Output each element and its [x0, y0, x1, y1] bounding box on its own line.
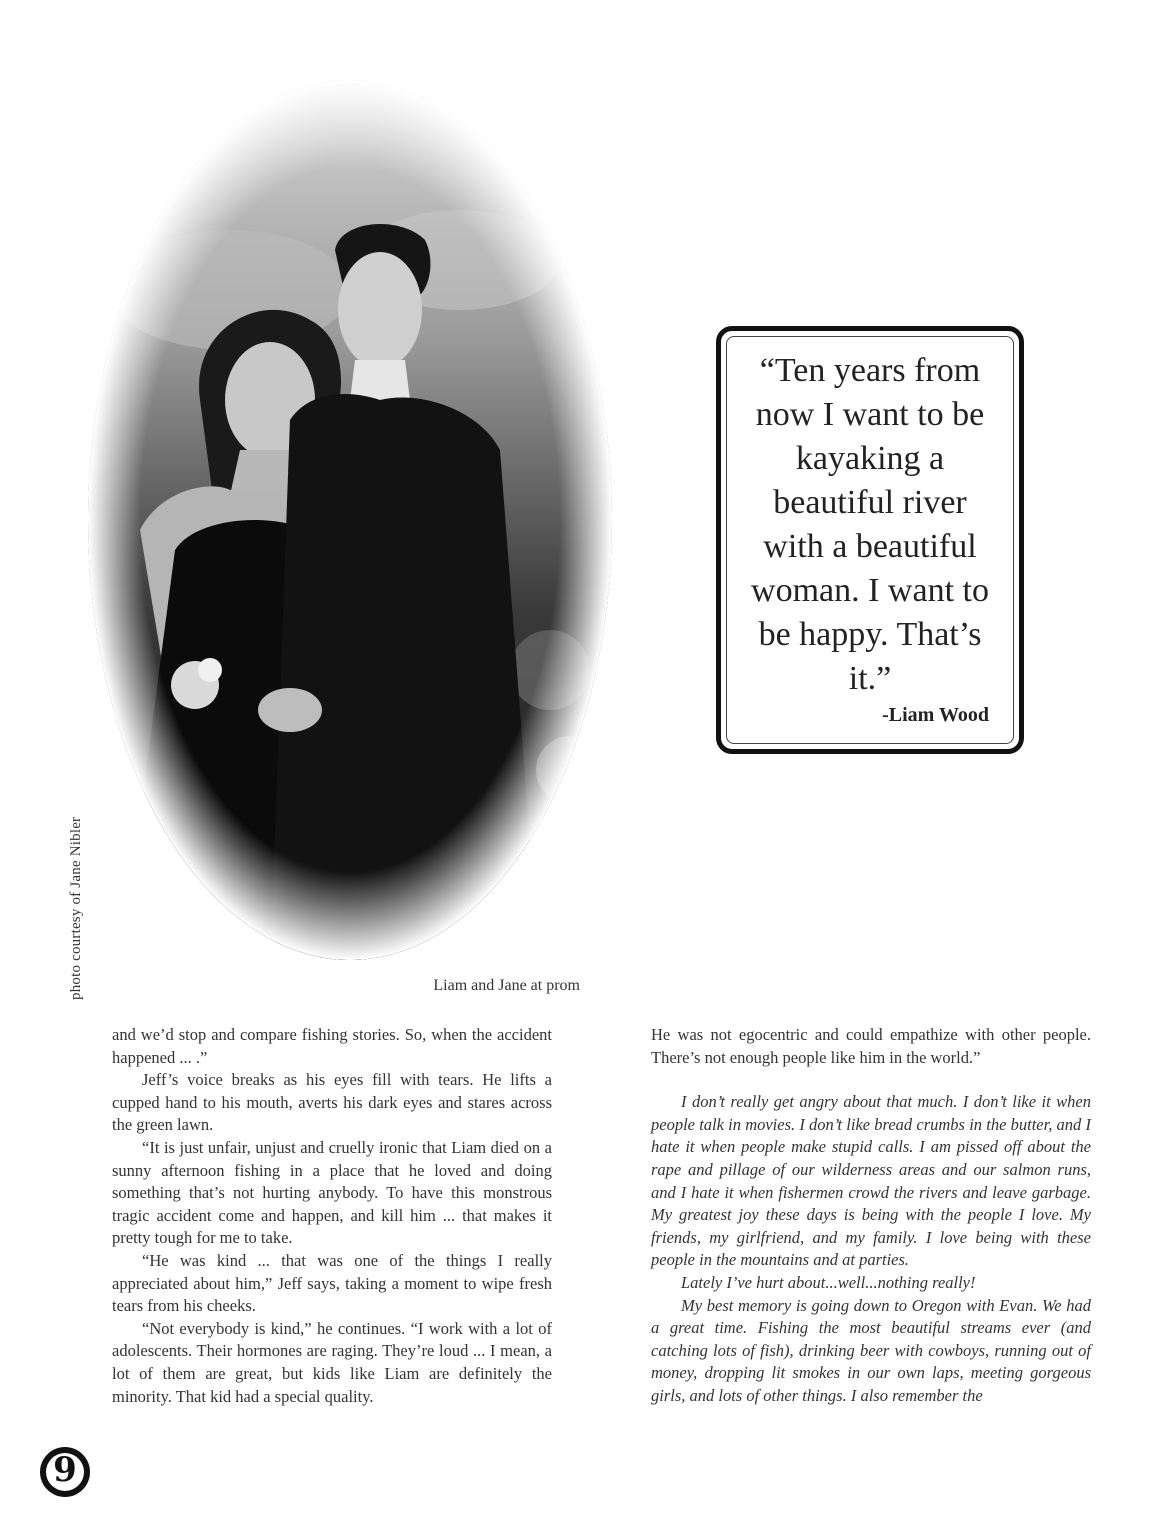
- pull-quote-box: [716, 326, 1024, 754]
- photo-credit: photo courtesy of Jane Nibler: [68, 816, 84, 1000]
- prom-photo-image: [80, 70, 620, 970]
- photo-caption: Liam and Jane at prom: [433, 977, 580, 994]
- page-number: 9: [53, 1450, 77, 1490]
- italic-paragraph: My best memory is going down to Oregon with Evan. We had a great time. Fishing the most beautiful streams ever (and catching lots of fish), drinking beer with cowboys, running out of money, dropping lit smokes in our own laps, meeting gorgeous girls, and lots of other things. I also remember the: [651, 1295, 1091, 1405]
- paragraph: “Not everybody is kind,” he continues. “I work with a lot of adolescents. Their hormones are raging. They’re loud ... I mean, a lot of them are great, but kids like Liam are definitely the minority. That kid had a special quality.: [112, 1318, 552, 1406]
- paragraph: “It is just unfair, unjust and cruelly ironic that Liam died on a sunny afternoon fishing in a place that he loved and doing something that’s not hurting anybody. To have this monstrous tragic accident come and happen, and kill him ... that makes it pretty tough for me to take.: [112, 1137, 552, 1248]
- paragraph: and we’d stop and compare fishing stories. So, when the accident happened ... .”: [112, 1025, 552, 1067]
- paragraph: “He was kind ... that was one of the things I really appreciated about him,” Jeff says, taking a moment to wipe fresh tears from his cheeks.: [112, 1250, 552, 1316]
- pull-quote-author: -Liam Wood: [882, 704, 989, 726]
- italic-paragraph: I don’t really get angry about that much. I don’t like it when people talk in movies. I don’t like bread crumbs in the butter, and I hate it when people make stupid calls. I am pissed off about the rape and pillage of our wilderness areas and our salmon runs, and I hate it when fishermen crowd the rivers and leave garbage. My greatest joy these days is being with the people I love. My friends, my girlfriend, and my family. I love being with these people in the mountains and at parties.: [651, 1092, 1091, 1270]
- page-number-badge: [40, 1447, 90, 1497]
- paragraph: He was not egocentric and could empathize with other people. There’s not enough people like him in the world.”: [651, 1025, 1091, 1067]
- paragraph: Jeff’s voice breaks as his eyes fill with tears. He lifts a cupped hand to his mouth, averts his dark eyes and stares across the green lawn.: [112, 1070, 552, 1135]
- prom-photo: [80, 70, 620, 970]
- left-column: [112, 1024, 552, 1408]
- pull-quote-text: “Ten years from now I want to be kayaking a beautiful river with a beautiful woman. I want to be happy. That’s it.”: [751, 352, 989, 697]
- italic-paragraph: Lately I’ve hurt about...well...nothing really!: [681, 1272, 976, 1292]
- right-column: [651, 1024, 1091, 1408]
